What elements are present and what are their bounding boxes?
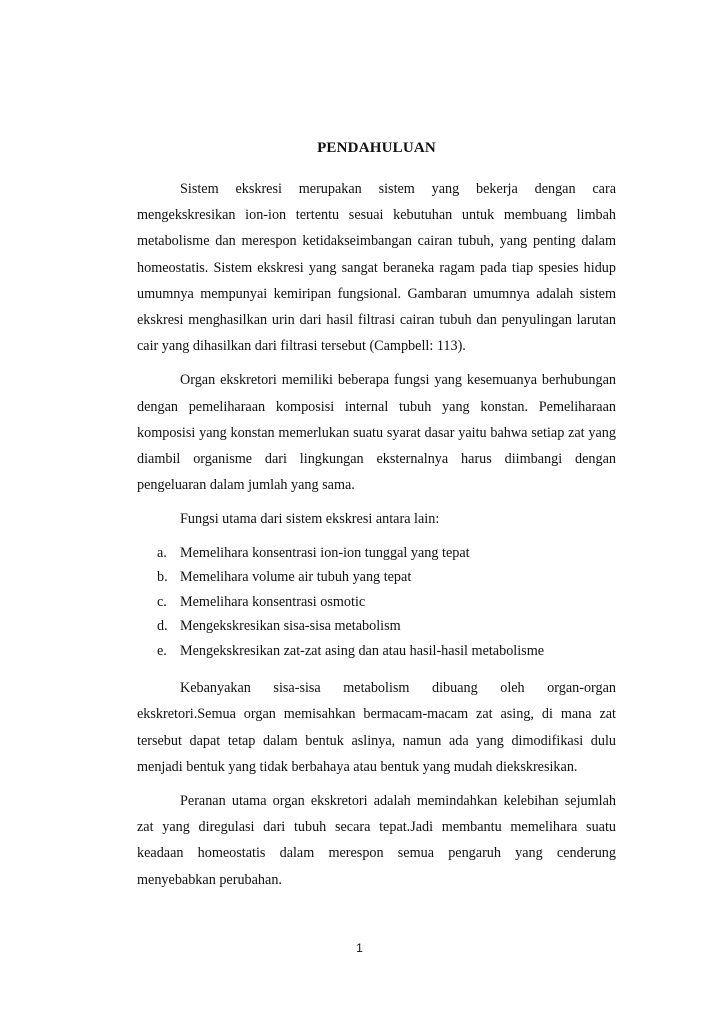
- list-item-text: Memelihara volume air tubuh yang tepat: [180, 569, 412, 586]
- page-number: 1: [356, 941, 363, 955]
- paragraph-excretory-role: Peranan utama organ ekskretori adalah memindahkan kelebihan sejumlah zat yang diregulasi dari tubuh secara tepat.Jadi membantu memelihara suatu keadaan homeostatis dalam merespon semua pengaruh yang cenderung menyebabkan perubahan.: [137, 792, 616, 888]
- list-item: [137, 614, 616, 639]
- page-title: PENDAHULUAN: [317, 140, 436, 156]
- list-item: [137, 639, 616, 664]
- list-marker: e.: [157, 642, 167, 659]
- list-item-text: Mengekskresikan zat-zat asing dan atau hasil-hasil metabolisme: [180, 642, 545, 659]
- list-item-text: Memelihara konsentrasi ion-ion tunggal yang tepat: [180, 544, 470, 561]
- list-marker: b.: [157, 569, 168, 586]
- list-item: [137, 565, 616, 590]
- document-page: [137, 138, 616, 901]
- list-item-text: Mengekskresikan sisa-sisa metabolism: [180, 618, 401, 635]
- function-list: [137, 541, 616, 664]
- list-marker: a.: [157, 544, 167, 561]
- paragraph-metabolism-waste: Kebanyakan sisa-sisa metabolism dibuang oleh organ-organ ekskretori.Semua organ memisahkan bermacam-macam zat asing, di mana zat tersebut dapat tetap dalam bentuk aslinya, namun ada yang dimodifikasi dulu menjadi bentuk yang tidak berbahaya atau bentuk yang mudah diekskresikan.: [137, 680, 616, 775]
- paragraph-intro: Sistem ekskresi merupakan sistem yang bekerja dengan cara mengekskresikan ion-ion tertentu sesuai kebutuhan untuk membuang limbah metabolisme dan merespon ketidakseimbangan cairan tubuh, yang penting dalam homeostatis. Sistem ekskresi yang sangat beraneka ragam pada tiap spesies hidup umumnya mempunyai kemiripan fungsional. Gambaran umumnya adalah sistem ekskresi menghasilkan urin dari hasil filtrasi cairan tubuh dan penyulingan larutan cair yang dihasilkan dari filtrasi tersebut (Campbell: 113).: [137, 181, 616, 355]
- list-marker: c.: [157, 593, 167, 610]
- list-item-text: Memelihara konsentrasi osmotic: [180, 593, 366, 610]
- list-marker: d.: [157, 618, 168, 635]
- paragraph-list-intro: Fungsi utama dari sistem ekskresi antara lain:: [180, 511, 440, 528]
- paragraph-organ-function: Organ ekskretori memiliki beberapa fungsi yang kesemuanya berhubungan dengan pemeliharaan komposisi internal tubuh yang konstan. Pemeliharaan komposisi yang konstan memerlukan suatu syarat dasar yaitu bahwa setiap zat yang diambil organisme dari lingkungan eksternalnya harus diimbangi dengan pengeluaran dalam jumlah yang sama.: [137, 372, 616, 494]
- list-item: [137, 590, 616, 615]
- list-item: [137, 541, 616, 566]
